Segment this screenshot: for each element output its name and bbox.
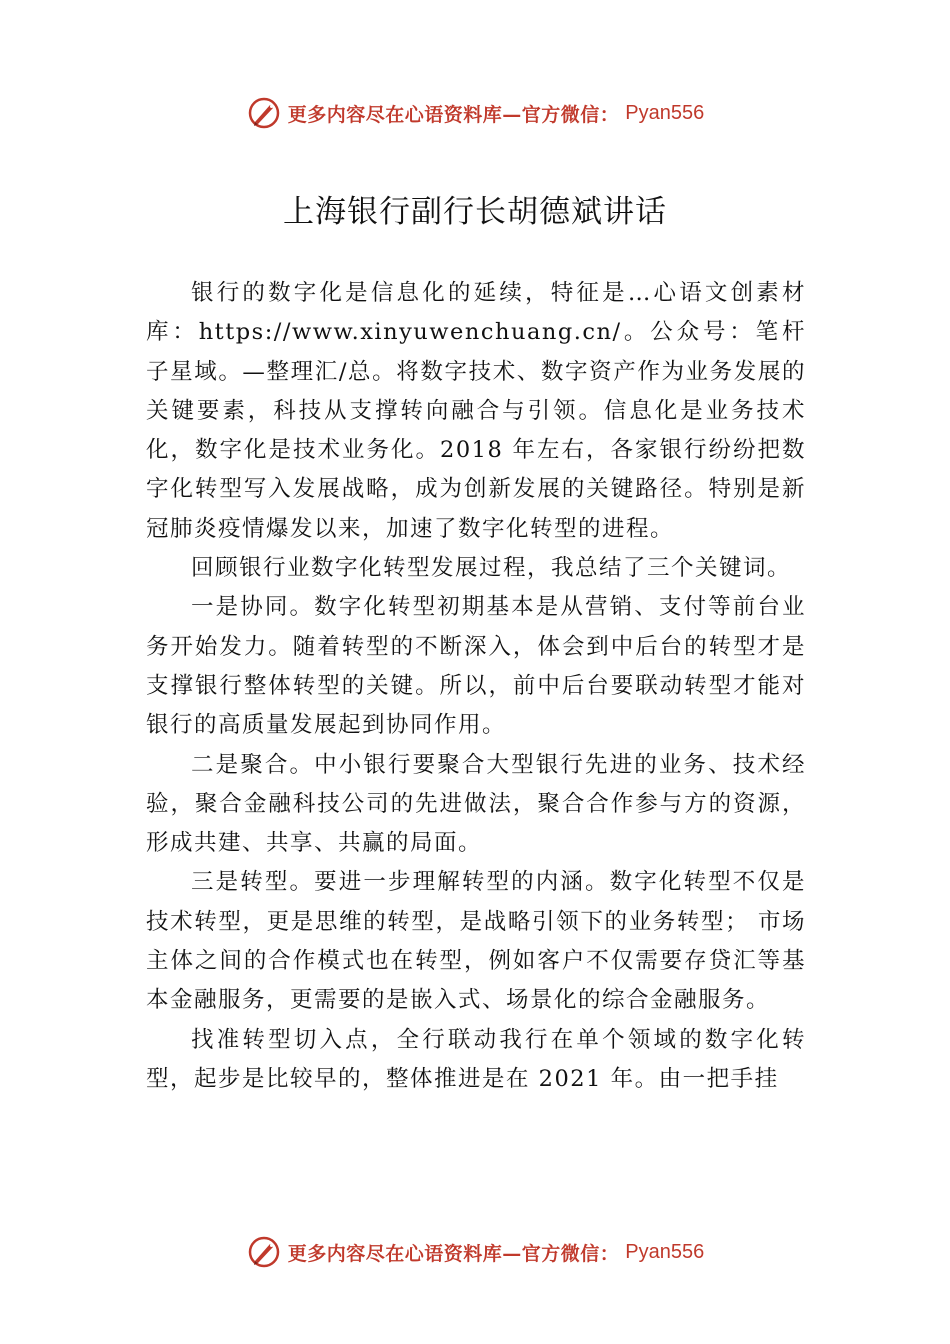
banner-text: 更多内容尽在心语资料库—官方微信： (287, 1242, 620, 1265)
banner-wechat-id: Pyan556 (625, 1240, 705, 1263)
pen-logo-icon (246, 95, 282, 131)
footer-banner (0, 1232, 950, 1272)
page-title: 上海银行副行长胡德斌讲话 (283, 194, 667, 230)
pen-logo-icon (246, 1234, 282, 1270)
banner-text: 更多内容尽在心语资料库—官方微信： (287, 103, 620, 126)
paragraph: 回顾银行业数字化转型发展过程，我总结了三个关键词。 (191, 555, 792, 582)
banner-wechat-id: Pyan556 (625, 101, 705, 124)
paragraph: 银行的数字化是信息化的延续，特征是…心语文创素材库：https://www.xinyuwenchuang.cn/。公众号：笔杆子星域。—整理汇/总。将数字技术、数字资产作为业务发展的关键要素，科技从支撑转向融合与引领。信息化是业务技术化，数字化是技术业务化。2018 年左右，各家银行纷纷把数字化转型写入发展战略，成为创新发展的关键路径。特别是新冠肺炎疫情爆发以来，加速了数字化转型的进程。 (146, 280, 806, 542)
header-banner (0, 93, 950, 133)
paragraph: 三是转型。要进一步理解转型的内涵。数字化转型不仅是技术转型，更是思维的转型，是战略引领下的业务转型； 市场主体之间的合作模式也在转型，例如客户不仅需要存贷汇等基本金融服务，更需要的是嵌入式、场景化的综合金融服务。 (146, 869, 806, 1014)
paragraph: 二是聚合。中小银行要聚合大型银行先进的业务、技术经验，聚合金融科技公司的先进做法，聚合合作参与方的资源，形成共建、共享、共赢的局面。 (146, 751, 806, 857)
paragraph: 找准转型切入点，全行联动我行在单个领域的数字化转型，起步是比较早的，整体推进是在 2021 年。由一把手挂 (146, 1026, 806, 1092)
document-body (146, 274, 806, 1099)
paragraph: 一是协同。数字化转型初期基本是从营销、支付等前台业务开始发力。随着转型的不断深入，体会到中后台的转型才是支撑银行整体转型的关键。所以，前中后台要联动转型才能对银行的高质量发展起到协同作用。 (146, 594, 806, 739)
